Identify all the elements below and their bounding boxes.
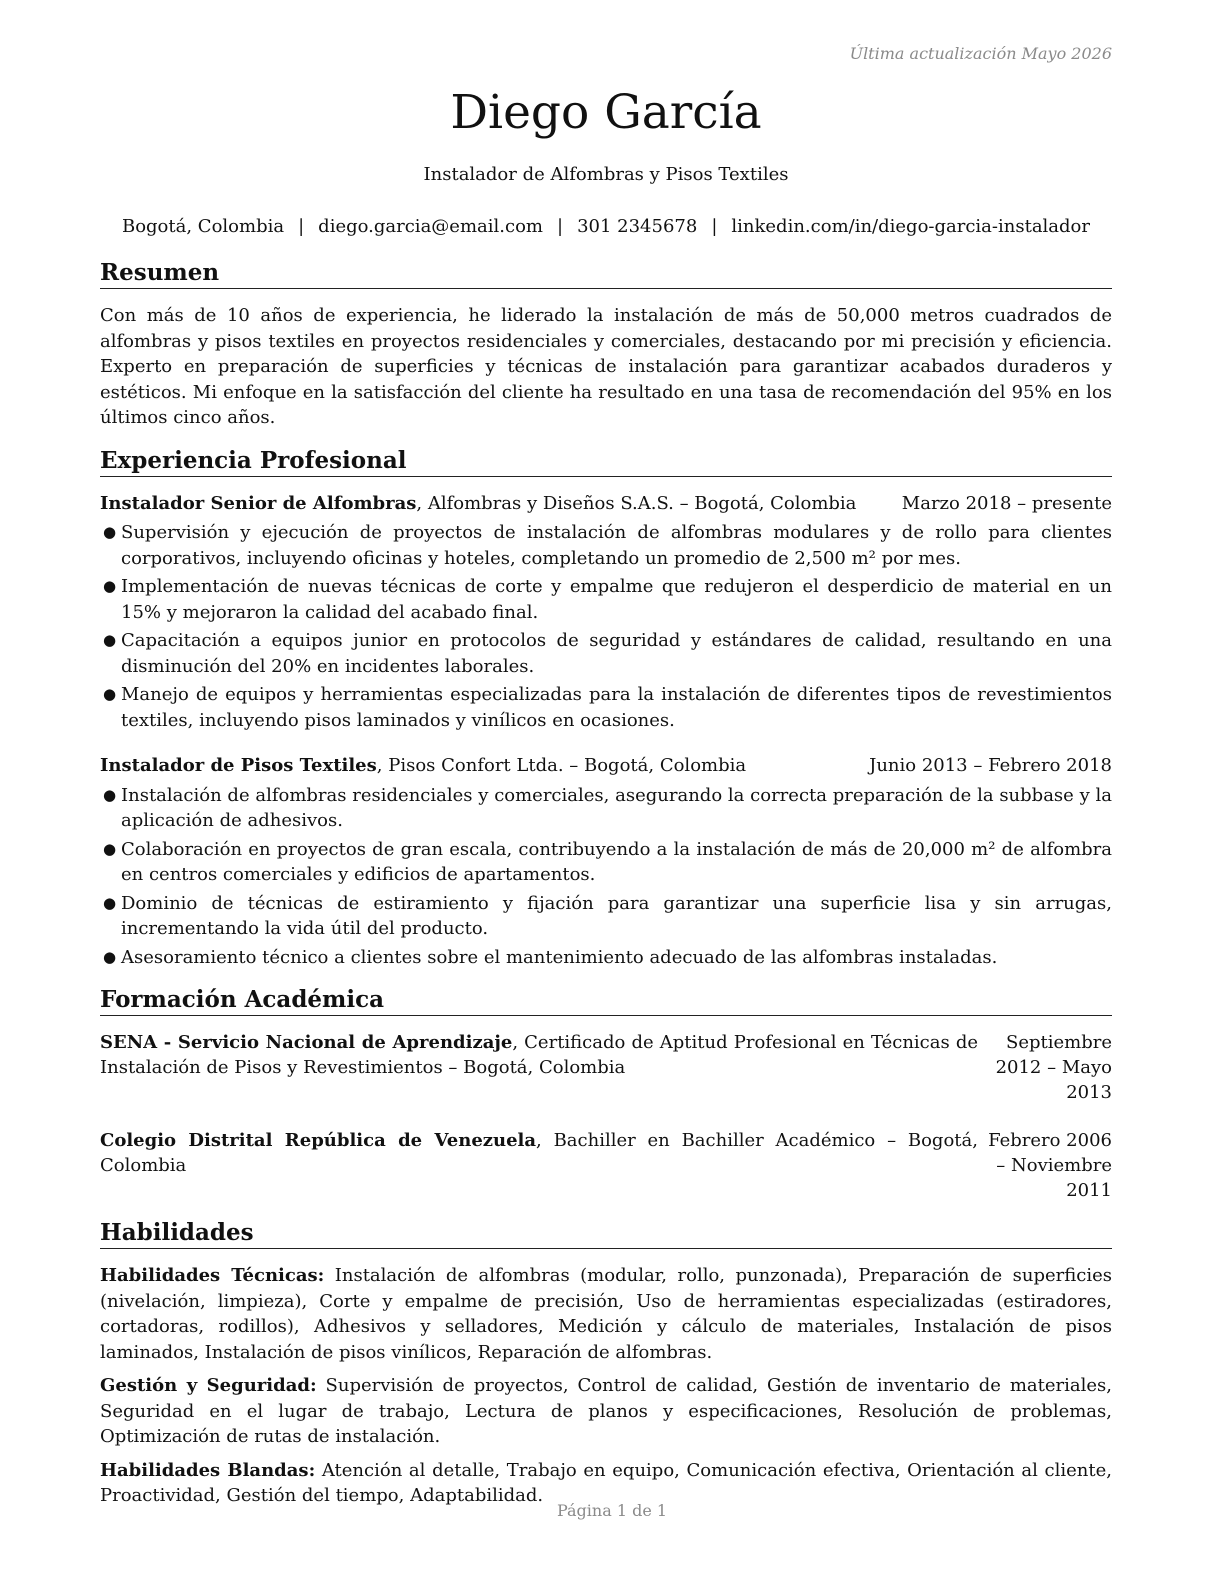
contact-separator: | — [556, 216, 564, 237]
skill-group — [100, 1263, 1112, 1365]
skill-group-text: Atención al detalle, Trabajo en equipo, Comunicación efectiva, Orientación al cliente, Proactividad, Gestión del tiempo, Adaptabilidad. — [100, 1459, 1112, 1506]
list-item — [100, 837, 1112, 888]
bullet-text: Asesoramiento técnico a clientes sobre el mantenimiento adecuado de las alfombras instaladas. — [121, 946, 998, 968]
education-detail: , Bachiller en Bachiller Académico – Bogotá, Colombia — [100, 1130, 978, 1176]
skill-group-label: Habilidades Blandas: — [100, 1459, 316, 1481]
bullet-icon: ● — [103, 839, 117, 858]
list-item — [100, 682, 1112, 733]
contact-separator: | — [711, 216, 718, 237]
list-item — [100, 520, 1112, 571]
bullet-icon: ● — [103, 785, 117, 804]
education-institution: SENA - Servicio Nacional de Aprendizaje — [100, 1032, 513, 1053]
job-dates: Marzo 2018 – presente — [901, 492, 1112, 514]
job-title-line — [100, 491, 856, 517]
bullet-text: Capacitación a equipos junior en protocolos de seguridad y estándares de calidad, resultando en una disminución del 20% en incidentes laborales. — [121, 630, 1112, 677]
contact-line — [100, 215, 1112, 239]
list-item — [100, 574, 1112, 625]
section-heading-summary: Resumen — [100, 259, 1112, 289]
job-role: Instalador de Pisos Textiles — [100, 755, 377, 776]
section-heading-experience: Experiencia Profesional — [100, 447, 1112, 477]
bullet-text: Supervisión y ejecución de proyectos de instalación de alfombras modulares y de rollo para clientes corporativos, incluyendo oficinas y hoteles, completando un promedio de 2,500 m² por mes. — [121, 522, 1112, 569]
list-item — [100, 945, 1112, 971]
education-description — [100, 1128, 978, 1203]
summary-text: Con más de 10 años de experiencia, he liderado la instalación de más de 50,000 metros cuadrados de alfombras y pisos textiles en proyectos residenciales y comerciales, destacando por mi precisión y eficiencia. Experto en preparación de superficies y técnicas de instalación para garantizar acabados duraderos y estéticos. Mi enfoque en la satisfacción del cliente ha resultado en una tasa de recomendación del 95% en los últimos cinco años. — [100, 305, 1112, 428]
contact-separator: | — [298, 216, 305, 237]
contact-linkedin[interactable]: linkedin.com/in/diego-garcia-instalador — [731, 216, 1091, 237]
job-dates: Junio 2013 – Febrero 2018 — [869, 755, 1112, 776]
job-bullet-list — [100, 520, 1112, 733]
skill-group-label: Habilidades Técnicas: — [100, 1265, 325, 1286]
candidate-name: Diego García — [450, 85, 762, 140]
job-title: Instalador de Alfombras y Pisos Textiles — [423, 164, 789, 185]
bullet-icon: ● — [103, 947, 117, 966]
job-header — [100, 753, 1112, 779]
education-institution: Colegio Distrital República de Venezuela — [100, 1130, 537, 1151]
skill-group-text: Instalación de alfombras (modular, rollo, punzonada), Preparación de superficies (nivelación, limpieza), Corte y empalme de precisión, Uso de herramientas especializadas (estiradores, cortadoras, rodillos), Adhesivos y selladores, Medición y cálculo de materiales, Instalación de pisos laminados, Instalación de pisos vinílicos, Reparación de alfombras. — [100, 1265, 1112, 1363]
education-description — [100, 1030, 978, 1105]
skill-group-label: Gestión y Seguridad: — [100, 1375, 317, 1396]
bullet-text: Dominio de técnicas de estiramiento y fijación para garantizar una superficie lisa y sin arrugas, incrementando la vida útil del producto. — [121, 892, 1112, 939]
section-heading-skills: Habilidades — [100, 1219, 1112, 1249]
education-dates: Febrero 2006 – Noviembre 2011 — [988, 1130, 1112, 1201]
contact-phone: 301 2345678 — [577, 216, 698, 237]
job-header — [100, 491, 1112, 517]
bullet-text: Implementación de nuevas técnicas de corte y empalme que redujeron el desperdicio de material en un 15% y mejoraron la calidad del acabado final. — [121, 576, 1112, 623]
skill-group — [100, 1373, 1112, 1450]
skill-group-text: Supervisión de proyectos, Control de calidad, Gestión de inventario de materiales, Seguridad en el lugar de trabajo, Lectura de planos y especificaciones, Resolución de problemas, Optimización de rutas de instalación. — [100, 1375, 1112, 1447]
job-bullet-list — [100, 783, 1112, 971]
bullet-icon: ● — [103, 631, 117, 649]
list-item — [100, 783, 1112, 834]
bullet-icon: ● — [103, 523, 117, 541]
section-heading-education: Formación Académica — [100, 986, 1112, 1016]
bullet-text: Instalación de alfombras residenciales y comerciales, asegurando la correcta preparación de la subbase y la aplicación de adhesivos. — [121, 784, 1112, 831]
list-item — [100, 628, 1112, 679]
last-updated: Última actualización Mayo 2026 — [849, 44, 1112, 63]
bullet-icon: ● — [103, 577, 117, 595]
list-item — [100, 891, 1112, 942]
contact-email[interactable]: diego.garcia@email.com — [318, 216, 543, 237]
job-role: Instalador Senior de Alfombras — [100, 492, 417, 514]
job-title-line — [100, 753, 746, 779]
education-item — [100, 1128, 1112, 1203]
bullet-icon: ● — [103, 685, 117, 703]
education-detail: , Certificado de Aptitud Profesional en Técnicas de Instalación de Pisos y Revestimientos – Bogotá, Colombia — [100, 1032, 978, 1078]
bullet-text: Colaboración en proyectos de gran escala, contribuyendo a la instalación de más de 20,000 m² de alfombra en centros comerciales y edificios de apartamentos. — [121, 838, 1112, 885]
bullet-text: Manejo de equipos y herramientas especializadas para la instalación de diferentes tipos de revestimientos textiles, incluyendo pisos laminados y vinílicos en ocasiones. — [121, 684, 1112, 731]
job-company: , Pisos Confort Ltda. – Bogotá, Colombia — [376, 755, 747, 776]
contact-location: Bogotá, Colombia — [121, 216, 285, 237]
education-dates: Septiembre 2012 – Mayo 2013 — [995, 1032, 1112, 1103]
bullet-icon: ● — [103, 893, 117, 912]
education-item — [100, 1030, 1112, 1105]
page-number: Página 1 de 1 — [556, 1501, 668, 1520]
job-company: , Alfombras y Diseños S.A.S. – Bogotá, Colombia — [416, 492, 857, 514]
